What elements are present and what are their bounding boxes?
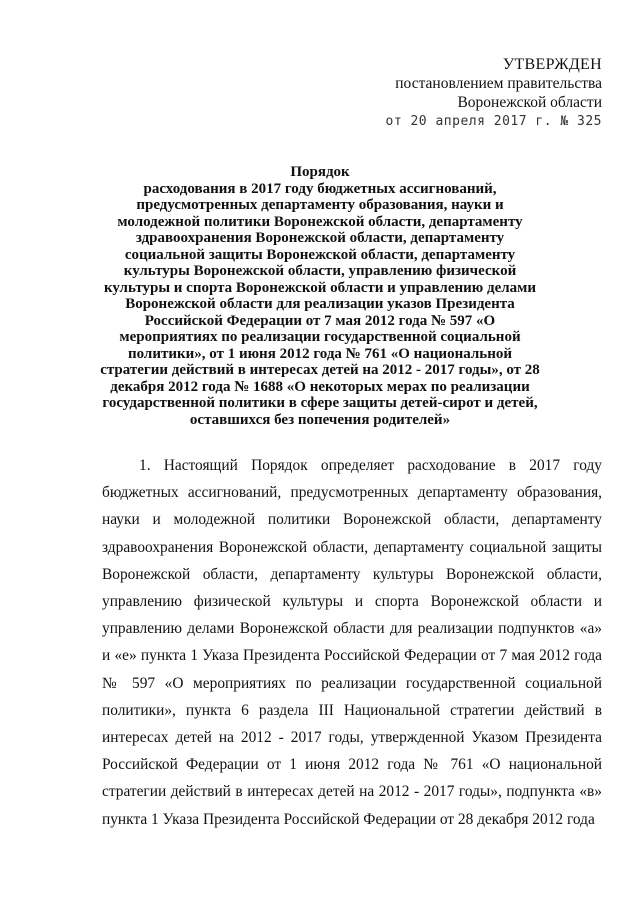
approval-title: УТВЕРЖДЕН [502, 56, 602, 73]
paragraph-1: 1. Настоящий Порядок определяет расходование в 2017 году бюджетных ассигнований, предусмотренных департаменту образования, науки и молодежной политики Воронежской области, департаменту здравоохранения Воронежской области, департаменту социальной защиты Воронежской области, департаменту культуры Воронежской области, управлению физической культуры и спорта Воронежской области и управлению делами Воронежской области для реализации подпунктов «а» и «е» пункта 1 Указа Президента Российской Федерации от 7 мая 2012 года № 597 «О мероприятиях по реализации государственной социальной политики», пункта 6 раздела III Национальной стратегии действий в интересах детей на 2012 - 2017 годы, утвержденной Указом Президента Российской Федерации от 1 июня 2012 года № 761 «О национальной стратегии действий в интересах детей на 2012 - 2017 годы», подпункта «в» пункта 1 Указа Президента Российской Федерации от 28 декабря 2012 года [102, 457, 602, 828]
document-title [100, 164, 540, 428]
approval-line-2: Воронежской области [457, 94, 602, 111]
approval-line-1: постановлением правительства [395, 75, 602, 92]
document-subtitle: расходования в 2017 году бюджетных ассигнований, предусмотренных департаменту образования, науки и молодежной политики Воронежской области, департаменту здравоохранения Воронежской области, департаменту социальной защиты Воронежской области, департаменту культуры Воронежской области, управлению физической культуры и спорта Воронежской области и управлению делами Воронежской области для реализации указов Президента Российской Федерации от 7 мая 2012 года № 597 «О мероприятиях по реализации государственной социальной политики», от 1 июня 2012 года № 761 «О национальной стратегии действий в интересах детей на 2012 - 2017 годы», от 28 декабря 2012 года № 1688 «О некоторых мерах по реализации государственной политики в сфере защиты детей-сирот и детей, оставшихся без попечения родителей» [100, 180, 540, 428]
approval-stamp [340, 55, 602, 131]
approval-date: от 20 апреля 2017 г. № 325 [385, 114, 602, 129]
document-heading: Порядок [290, 164, 350, 180]
